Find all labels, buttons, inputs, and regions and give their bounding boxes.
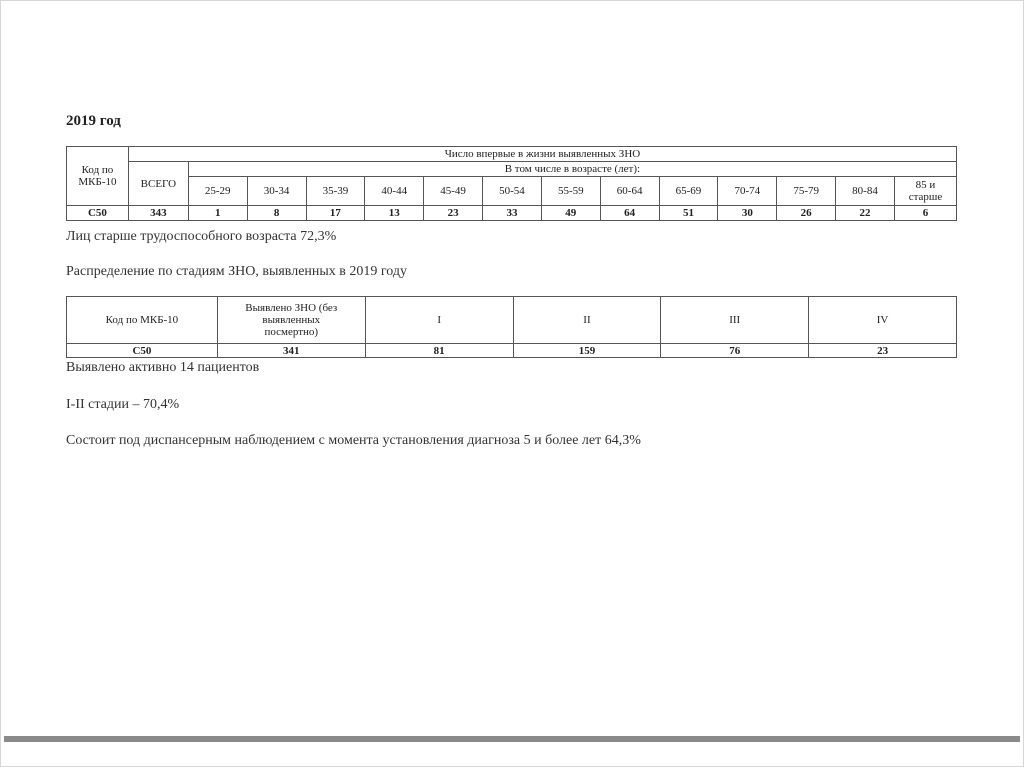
stage-header: III — [661, 297, 809, 344]
age-distribution-table — [66, 146, 957, 221]
total-header: ВСЕГО — [128, 162, 188, 206]
note-dispensary: Состоит под диспансерным наблюдением с момента установления диагноза 5 и более лет 64,3% — [66, 433, 641, 448]
detected-header: Выявлено ЗНО (без выявленных посмертно) — [217, 297, 365, 344]
note-stage-distribution: Распределение по стадиям ЗНО, выявленных в 2019 году — [66, 264, 408, 279]
note-active-detection: Выявлено активно 14 пациентов — [66, 360, 260, 375]
note-stage-share: I-II стадии – 70,4% — [66, 397, 180, 412]
total-cell: 343 — [128, 206, 188, 221]
value-cell: 13 — [365, 206, 424, 221]
age-group-cell: 80-84 — [836, 177, 895, 206]
value-cell: 30 — [718, 206, 777, 221]
age-groups-row — [67, 177, 957, 206]
page-title: 2019 год — [66, 113, 121, 129]
main-header: Число впервые в жизни выявленных ЗНО — [128, 147, 956, 162]
table-row — [67, 344, 957, 358]
stage-distribution-table — [66, 296, 957, 358]
age-group-cell: 40-44 — [365, 177, 424, 206]
age-group-cell: 70-74 — [718, 177, 777, 206]
code-header: Код по МКБ-10 — [67, 297, 218, 344]
code-cell: С50 — [67, 344, 218, 358]
age-header: В том числе в возрасте (лет): — [188, 162, 956, 177]
age-group-cell: 35-39 — [306, 177, 365, 206]
value-cell: 8 — [247, 206, 306, 221]
bottom-bar — [4, 736, 1020, 742]
age-group-cell: 30-34 — [247, 177, 306, 206]
value-cell: 6 — [894, 206, 956, 221]
value-cell: 23 — [424, 206, 483, 221]
note-retirement-age: Лиц старше трудоспособного возраста 72,3% — [66, 229, 337, 244]
value-cell: 26 — [777, 206, 836, 221]
stage-header: IV — [809, 297, 957, 344]
age-group-cell: 50-54 — [483, 177, 542, 206]
detected-cell: 341 — [217, 344, 365, 358]
stage-header: II — [513, 297, 661, 344]
value-cell: 76 — [661, 344, 809, 358]
age-group-cell: 55-59 — [541, 177, 600, 206]
age-group-cell: 25-29 — [188, 177, 247, 206]
value-cell: 64 — [600, 206, 659, 221]
value-cell: 22 — [836, 206, 895, 221]
age-group-cell: 60-64 — [600, 177, 659, 206]
value-cell: 1 — [188, 206, 247, 221]
value-cell: 81 — [365, 344, 513, 358]
value-cell: 23 — [809, 344, 957, 358]
age-group-cell: 75-79 — [777, 177, 836, 206]
value-cell: 17 — [306, 206, 365, 221]
table-row — [67, 206, 957, 221]
age-group-cell: 65-69 — [659, 177, 718, 206]
value-cell: 49 — [541, 206, 600, 221]
code-cell: С50 — [67, 206, 129, 221]
code-header: Код по МКБ-10 — [67, 147, 129, 206]
value-cell: 159 — [513, 344, 661, 358]
value-cell: 33 — [483, 206, 542, 221]
age-group-cell: 45-49 — [424, 177, 483, 206]
age-group-cell: 85 и старше — [894, 177, 956, 206]
value-cell: 51 — [659, 206, 718, 221]
stage-header: I — [365, 297, 513, 344]
